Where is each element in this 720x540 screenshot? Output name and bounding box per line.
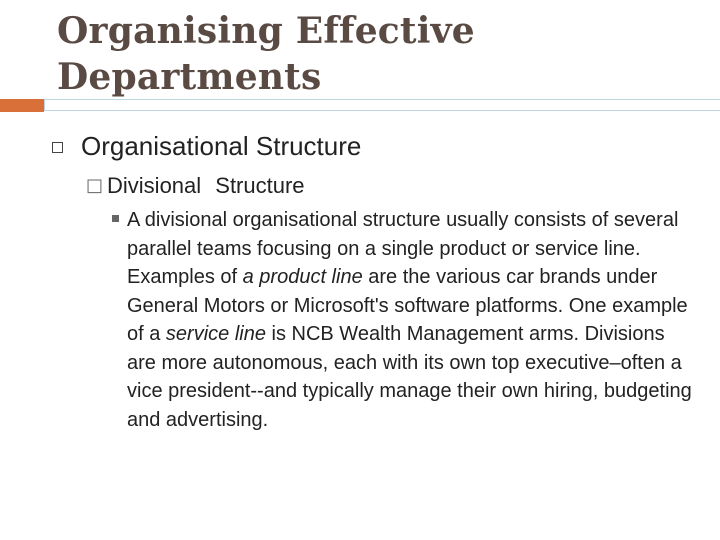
title-rule-accent (0, 99, 44, 112)
emphasis-product-line: a product line (242, 266, 363, 288)
slide-title: Organising Effective Departments (57, 10, 475, 98)
paragraph-segment: is NCB Wealth Management arms. Divisions are more autonomous, each with its own top executive–often a vice president--and typically manage their own hiring, budgeting and advertising. (127, 323, 692, 431)
emphasis-service-line: service line (165, 323, 266, 345)
title-rule-line (44, 99, 720, 111)
filled-square-icon (112, 215, 119, 222)
bullet-level-2 (86, 173, 305, 199)
level-3-paragraph (127, 206, 697, 434)
paragraph-segment: A divisional organisational structure usually consists of several parallel teams focusing on a single product or service line. Examples of (127, 209, 679, 288)
hollow-square-icon (52, 142, 63, 153)
paragraph-segment: are the various car brands under General Motors or Microsoft's software platforms. One example of a (127, 266, 688, 345)
level-2-text: Divisional Structure (107, 173, 305, 198)
level-1-text: Organisational Structure (81, 131, 362, 161)
hollow-box-glyph-icon: □ (86, 175, 104, 196)
bullet-level-1 (52, 131, 361, 162)
